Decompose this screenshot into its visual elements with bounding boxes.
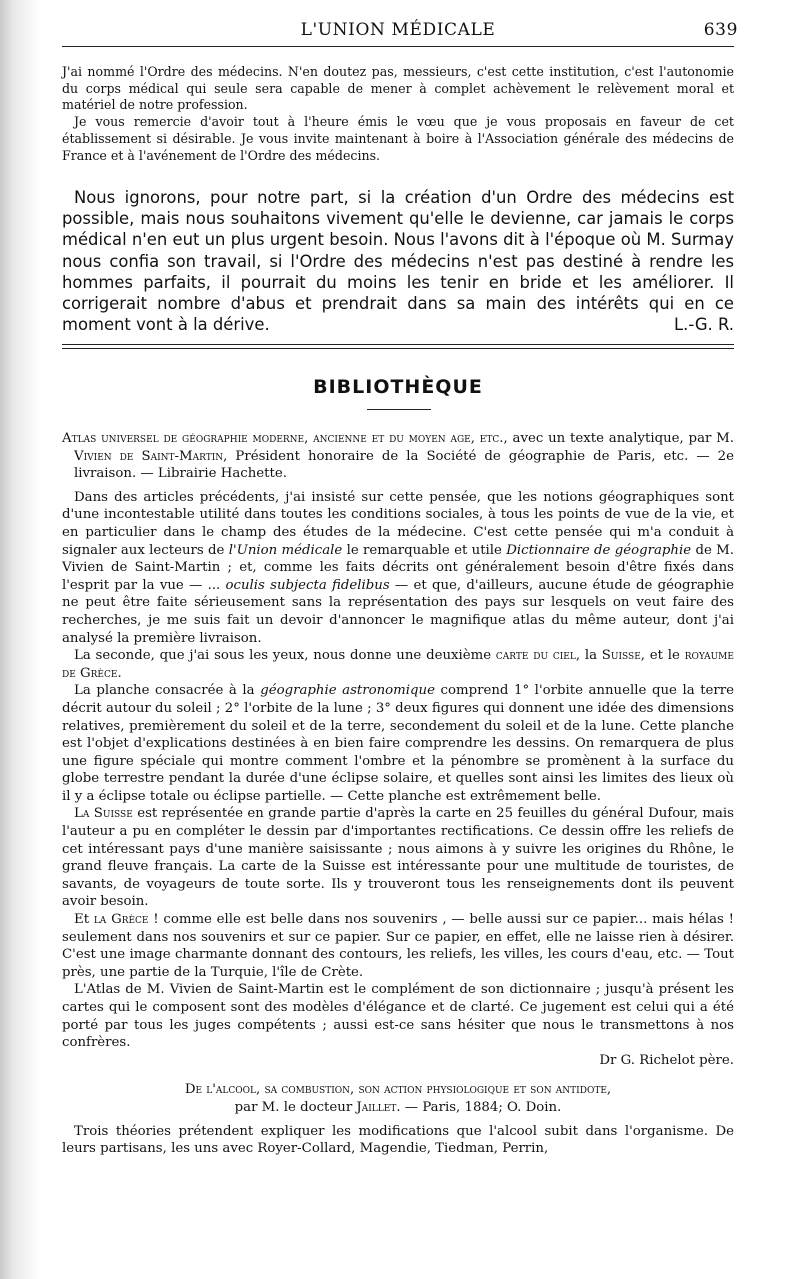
review1-paragraph-5: Et la Grèce ! comme elle est belle dans nos souvenirs , — belle aussi sur ce papier... mais hélas ! seulement dans nos souvenirs et sur ce papier. Sur ce papier, en effet, elle ne laisse rien à désirer. C'est une image charmante donnant des contours, les reliefs, les villes, les cours d'eau, etc. — Tout près, une partie de la Turquie, l'île de Crète. [62, 912, 734, 980]
review2-ref-author: Jaillet [356, 1099, 397, 1115]
letter-paragraph-1: J'ai nommé l'Ordre des médecins. N'en doutez pas, messieurs, c'est cette institution, c'est l'autonomie du corps médical qui seule sera capable de mener à complet achèvement le relèvement moral et matériel de notre profession. [62, 64, 734, 113]
review1-paragraph-1: Dans des articles précédents, j'ai insisté sur cette pensée, que les notions géographiques sont d'une incontestable utilité dans toutes les conditions sociales, à tous les points de vue de la vie, et en particulier dans le champ des études de la médecine. C'est cette pensée qui m'a conduit à signaler aux lecteurs de l'Union médicale le remarquable et utile Dictionnaire de géographie de M. Vivien de Saint-Martin ; et, comme les faits décrits ont généralement besoin d'être fixés dans l'esprit par la vue — ... oculis subjecta fidelibus — et que, d'ailleurs, aucune étude de géographie ne peut être faite sérieusement sans la représentation des pays sur lesquels on veut faire des recherches, je me suis fait un devoir d'annoncer le magnifique atlas du même auteur, dont j'ai analysé la première livraison. [62, 489, 734, 646]
letter-paragraph-2: Je vous remercie d'avoir tout à l'heure émis le vœu que je vous proposais en faveur de cet établissement si désirable. Je vous invite maintenant à boire à l'Association générale des médecins de France et à l'avénement de l'Ordre des médecins. [62, 114, 734, 163]
review2-ref-line-1: De l'alcool, sa combustion, son action physiologique et son antidote, [184, 1082, 612, 1098]
section-title-underline [367, 409, 431, 410]
section-title: BIBLIOTHÈQUE [313, 376, 483, 398]
editorial-signature: L.-G. R. [674, 315, 734, 335]
review1-reference: Atlas universel de géographie moderne, ancienne et du moyen age, etc., avec un texte analytique, par M. Vivien de Saint-Martin, Président honoraire de la Société de géographie de Paris, etc. — 2e livraison. — Librairie Hachette. [62, 431, 735, 482]
review2-ref-line-2: par M. le docteur Jaillet. — Paris, 1884; O. Doin. [234, 1099, 562, 1115]
editorial-note [62, 187, 734, 335]
header-rule [62, 46, 734, 47]
review1-paragraph-2: La seconde, que j'ai sous les yeux, nous donne une deuxième carte du ciel, la Suisse, et le royaume de Grèce. [62, 648, 734, 681]
editorial-paragraph [62, 187, 734, 335]
review1-ref-title: Atlas universel de géographie moderne, ancienne et du moyen age, etc. [62, 431, 504, 446]
page-number: 639 [703, 20, 738, 40]
review1-signature: Dr G. Richelot père. [599, 1052, 734, 1068]
journal-title: L'UNION MÉDICALE [300, 20, 496, 40]
running-head [62, 20, 738, 44]
letter-excerpt [62, 64, 734, 164]
review1-paragraph-3: La planche consacrée à la géographie astronomique comprend 1° l'orbite annuelle que la terre décrit autour du soleil ; 2° l'orbite de la lune ; 3° deux figures qui donnent une idée des dimensions relatives, premièrement du soleil et de la terre, secondement du soleil et de la lune. Cette planche est l'objet d'explications destinées à en bien faire comprendre les dessins. On remarquera de plus une figure spéciale qui montre comment l'ombre et la pénombre se promènent à la surface du globe terrestre pendant la durée d'une éclipse solaire, et quelles sont ainsi les limites des lieux où il y a éclipse totale ou éclipse partielle. — Cette planche est extrêmement belle. [62, 683, 735, 804]
review1-ref-author: Vivien de Saint-Martin [74, 448, 224, 464]
review1-paragraph-6: L'Atlas de M. Vivien de Saint-Martin est le complément de son dictionnaire ; jusqu'à présent les cartes qui le composent sont des modèles d'élégance et de clarté. Ce jugement est celui qui a été porté par tous les juges compétents ; aussi est-ce sans hésiter que nous le transmettons à nos confrères. [62, 982, 734, 1051]
review-content [62, 430, 734, 1158]
review1-paragraph-4: La Suisse est représentée en grande partie d'après la carte en 25 feuilles du général Dufour, mais l'auteur a pu en compléter le dessin par d'importantes rectifications. Ce dessin offre les reliefs de cet intéressant pays d'une manière saisissante ; nous aimons à y suivre les origines du Rhône, le grand fleuve français. La carte de la Suisse est intéressante pour une multitude de touristes, de savants, de voyageurs de toute sorte. Ils y trouveront tous les renseignements dont ils peuvent avoir besoin. [62, 806, 734, 910]
editorial-text: Nous ignorons, pour notre part, si la création d'un Ordre des médecins est possible, mais nous souhaitons vivement qu'elle le devienne, car jamais le corps médical n'en eut un plus urgent besoin. Nous l'avons dit à l'époque où M. Surmay nous confia son travail, si l'Ordre des médecins n'est pas destiné à rendre les hommes parfaits, il pourrait du moins les tenir en bride et les améliorer. Il corrigerait nombre d'abus et prendrait dans sa main des intérêts qui en ce moment vont à la dérive. [62, 188, 734, 335]
review2-paragraph-1: Trois théories prétendent expliquer les modifications que l'alcool subit dans l'organisme. De leurs partisans, les uns avec Royer-Collard, Magendie, Tiedman, Perrin, [62, 1123, 734, 1157]
section-divider [62, 344, 734, 349]
